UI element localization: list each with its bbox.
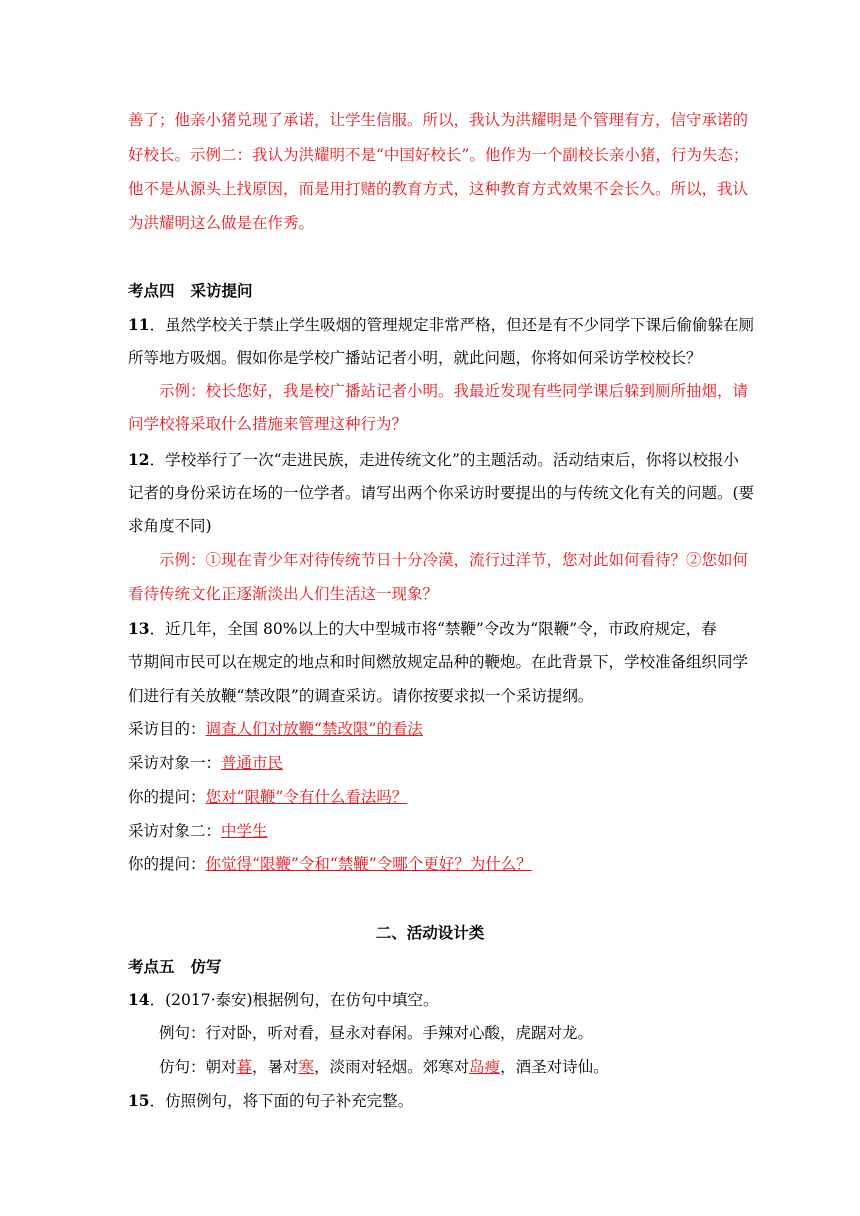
question-12-line bbox=[128, 449, 739, 471]
answer-line: 善了；他亲小猪兑现了承诺，让学生信服。所以，我认为洪耀明是个管理有方，信守承诺的 bbox=[128, 111, 749, 129]
answer-line: 为洪耀明这么做是在作秀。 bbox=[128, 214, 315, 232]
answer-blank: 暮 bbox=[236, 1058, 253, 1076]
answer-blank: 普通市民 bbox=[221, 754, 284, 772]
question-13-line: 们进行有关放鞭“禁改限”的调查采访。请你按要求拟一个采访提纲。 bbox=[128, 687, 594, 705]
interview-target-2 bbox=[128, 820, 268, 842]
question-number: 14 bbox=[128, 990, 150, 1009]
answer-line: 示例：校长您好，我是校广播站记者小明。我最近发现有些同学课后躲到厕所抽烟，请 bbox=[159, 382, 749, 400]
section-heading bbox=[128, 280, 253, 302]
imitation-text: ，暑对 bbox=[252, 1058, 299, 1076]
answer-blank: 寒 bbox=[298, 1058, 315, 1076]
question-13-line bbox=[128, 618, 717, 640]
field-label: 你的提问： bbox=[128, 788, 206, 806]
answer-line: 看待传统文化正逐渐淡出人们生活这一现象？ bbox=[128, 585, 439, 603]
answer-line: 示例：①现在青少年对待传统节日十分冷漠，流行过洋节，您对此如何看待？②您如何 bbox=[159, 551, 749, 569]
question-number: 11 bbox=[128, 315, 150, 334]
section-title: 采访提问 bbox=[190, 281, 253, 300]
example-sentence: 例句：行对卧，听对看，昼永对春闲。手辣对心酸，虎踞对龙。 bbox=[159, 1024, 594, 1042]
field-label: 采访对象二： bbox=[128, 822, 222, 840]
imitation-text: ，淡雨对轻烟。郊寒对 bbox=[314, 1058, 470, 1076]
question-text: ．学校举行了一次“走进民族，走进传统文化”的主题活动。活动结束后，你将以校报小 bbox=[149, 451, 739, 469]
answer-blank: 调查人们对放鞭“禁改限”的看法 bbox=[205, 720, 423, 738]
imitation-sentence bbox=[159, 1056, 609, 1078]
question-text: ．近几年，全国 80%以上的大中型城市将“禁鞭”令改为“限鞭”令，市政府规定，春 bbox=[149, 620, 717, 638]
answer-blank: 中学生 bbox=[221, 822, 268, 840]
interview-purpose bbox=[128, 718, 423, 740]
interview-question-2 bbox=[128, 853, 532, 875]
question-11-line bbox=[128, 314, 754, 336]
field-label: 采访对象一： bbox=[128, 754, 222, 772]
section-label: 考点四 bbox=[128, 281, 175, 300]
question-number: 12 bbox=[128, 450, 150, 469]
imitation-text: ，酒圣对诗仙。 bbox=[500, 1058, 609, 1076]
field-label: 你的提问： bbox=[128, 855, 206, 873]
question-15-line bbox=[128, 1090, 413, 1112]
question-12-line: 记者的身份采访在场的一位学者。请写出两个你采访时要提出的与传统文化有关的问题。(要 bbox=[128, 484, 755, 502]
field-label: 采访目的： bbox=[128, 720, 206, 738]
question-11-line: 所等地方吸烟。假如你是学校广播站记者小明，就此问题，你将如何采访学校校长？ bbox=[128, 349, 702, 367]
section-heading bbox=[128, 956, 222, 978]
interview-question-1 bbox=[128, 786, 407, 808]
section-title: 仿写 bbox=[190, 957, 222, 976]
question-14-line bbox=[128, 989, 439, 1011]
section-label: 考点五 bbox=[128, 957, 175, 976]
imitation-text: 仿句：朝对 bbox=[159, 1058, 237, 1076]
part-heading: 二、活动设计类 bbox=[375, 923, 485, 942]
question-number: 15 bbox=[128, 1091, 150, 1110]
question-text: ．虽然学校关于禁止学生吸烟的管理规定非常严格，但还是有不少同学下课后偷偷躲在厕 bbox=[149, 316, 755, 334]
answer-blank: 岛瘦 bbox=[469, 1058, 501, 1076]
answer-blank: 您对“限鞭”令有什么看法吗？ bbox=[205, 788, 408, 806]
question-number: 13 bbox=[128, 619, 150, 638]
answer-line: 问学校将采取什么措施来管理这种行为？ bbox=[128, 415, 408, 433]
answer-line: 他不是从源头上找原因，而是用打赌的教育方式，这种教育方式效果不会长久。所以，我认 bbox=[128, 180, 749, 198]
answer-blank: 你觉得“限鞭”令和“禁鞭”令哪个更好？为什么？ bbox=[205, 855, 532, 873]
interview-target-1 bbox=[128, 752, 283, 774]
answer-line: 好校长。示例二：我认为洪耀明不是“中国好校长”。他作为一个副校长亲小猪，行为失态； bbox=[128, 146, 749, 164]
question-text: ．(2017·泰安)根据例句，在仿句中填空。 bbox=[149, 991, 439, 1009]
question-13-line: 节期间市民可以在规定的地点和时间燃放规定品种的鞭炮。在此背景下，学校准备组织同学 bbox=[128, 653, 749, 671]
question-12-line: 求角度不同) bbox=[128, 517, 212, 535]
question-text: ．仿照例句，将下面的句子补充完整。 bbox=[149, 1092, 414, 1110]
